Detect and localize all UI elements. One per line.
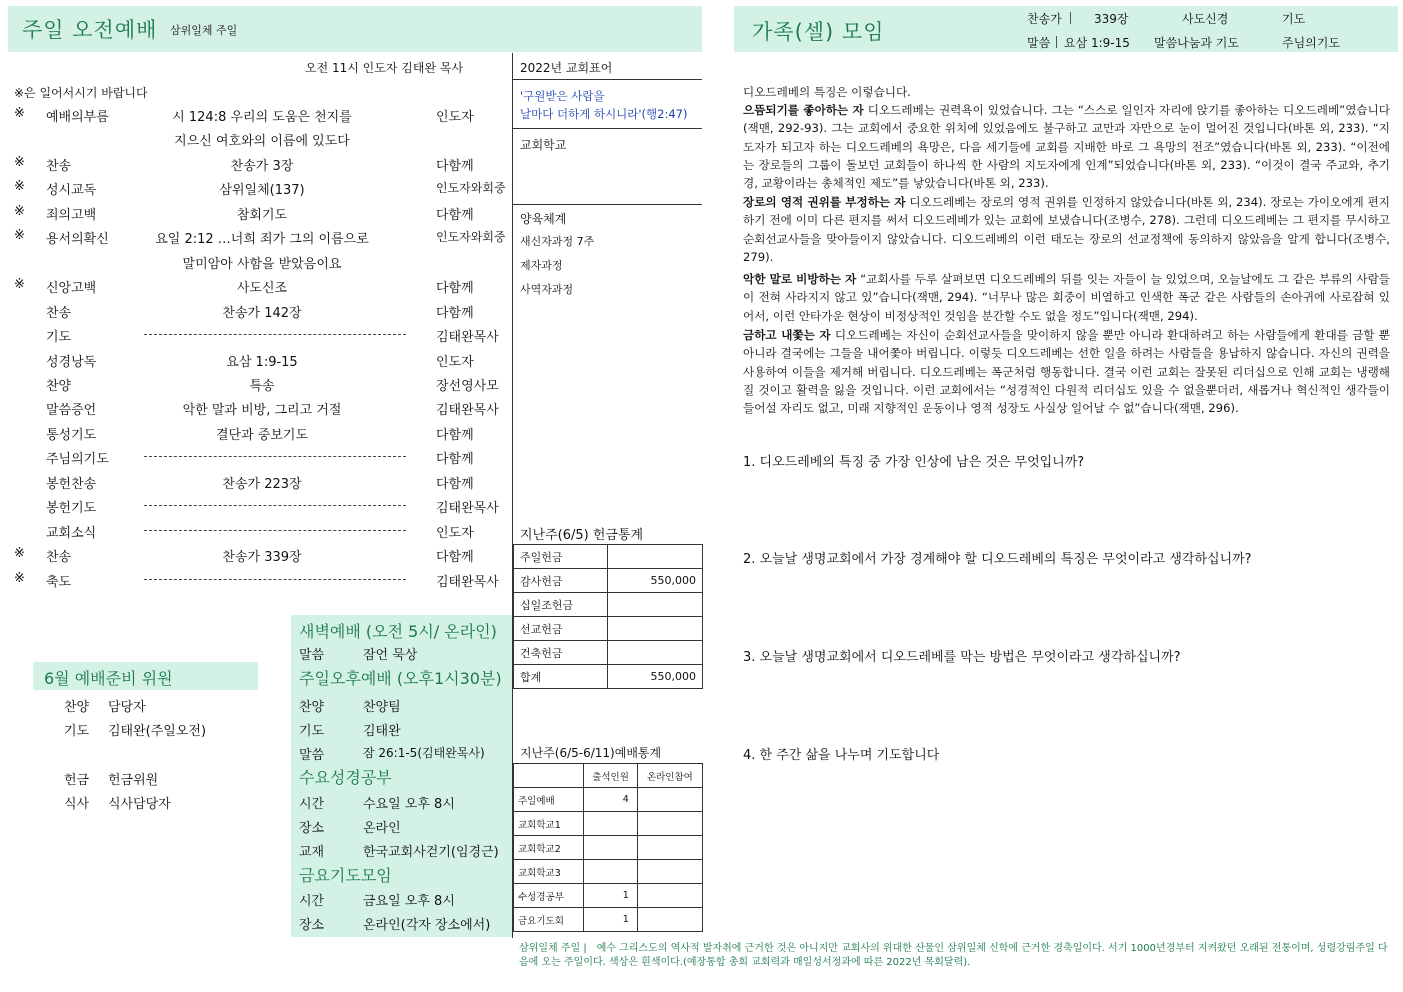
attendance-name: 주일예배 (514, 788, 584, 812)
order-row (0, 372, 512, 396)
committee-role: 헌금 (64, 773, 90, 788)
dashed-leader (144, 456, 406, 457)
offering-row (514, 545, 703, 569)
stand-mark: ※ (14, 546, 25, 562)
dashed-leader (144, 505, 406, 506)
order-leader: 인도자 (436, 354, 474, 370)
offering-name: 선교헌금 (514, 617, 608, 641)
order-label: 주님의기도 (46, 452, 109, 468)
study-heading-3: 악한 말로 비방하는 자 (743, 272, 857, 286)
training-item: 제자과정 (520, 259, 563, 272)
order-row (0, 348, 512, 372)
order-leader: 장선영사모 (436, 378, 499, 394)
wednesday-key: 교재 (299, 845, 325, 860)
cell-hymn-sep (1070, 12, 1071, 24)
order-content: 지으신 여호와의 이름에 있도다 (174, 134, 350, 150)
order-label: 봉헌찬송 (46, 476, 97, 492)
school-title: 교회학교 (520, 138, 567, 152)
attendance-header: 온라인참여 (637, 764, 702, 788)
order-leader: 인도자 (436, 110, 474, 125)
attendance-name: 수성경공부 (514, 884, 584, 908)
order-label: 통성기도 (46, 427, 97, 443)
order-row (0, 568, 512, 592)
stand-mark: ※ (14, 154, 25, 170)
order-row (0, 396, 512, 420)
order-row (0, 274, 512, 298)
stand-note: ※은 일어서시기 바랍니다 (14, 86, 148, 100)
order-content: 말미암아 사함을 받았음이요 (182, 256, 342, 272)
footer-note (519, 942, 1391, 970)
dashed-leader (144, 334, 406, 335)
order-content: 특송 (249, 378, 275, 394)
study-paragraph-1 (743, 101, 1390, 192)
order-leader: 인도자와회중 (436, 181, 506, 196)
motto-line2: 날마다 더하게 하시니라'(행2:47) (520, 107, 688, 121)
cell-word-label: 말씀 (1027, 36, 1051, 50)
order-label: 기도 (46, 330, 72, 346)
attendance-row (514, 788, 703, 812)
order-leader: 다함께 (436, 550, 474, 566)
cell-word-sep (1056, 36, 1057, 48)
offering-amount (608, 545, 703, 569)
dawn-value: 잠언 묵상 (363, 648, 418, 663)
order-row (0, 421, 512, 445)
attendance-count: 4 (584, 788, 637, 812)
question-2: 2. 오늘날 생명교회에서 가장 경계해야 할 디오드레베의 특징은 무엇이라고 생각하십니까? (743, 552, 1252, 567)
order-content: 결단과 중보기도 (215, 427, 309, 443)
footer-text: 예수 그리스도의 역사적 발자취에 근거한 것은 아니지만 교회사의 위대한 산물인 삼위일체 신학에 근거한 경축일이다. 서기 1000년경부터 지켜왔던 오래된 전통이며, 성령강림주일 다음에 오는 주일이다. 색상은 흰색이다.(예장통합 총회 교회력과 매일성서정과에 따른 2022년 목회달력). (519, 943, 1388, 968)
dashed-leader (144, 530, 406, 531)
attendance-row (514, 836, 703, 860)
order-label: 찬송 (46, 158, 72, 174)
study-text-1: 디오드레베는 권력욕이 있었습니다. 그는 “스스로 일인자 자리에 앉기를 좋아하는 디오드레베”였습니다(잭맨, 292-93). 그는 교회에서 중요한 위치에 있었음에도 불구하고 교만과 자만으로 눈이 멀어진 것입니다(바톤 외, 233). “지도자가 되고자 하는 디오드레베의 욕망은, 다음 세기들에 교회를 지배한 바로 그 욕망의 전조”였습니다(바톤 외, 233). “이전에는 장로들의 그룹이 돌보던 교회들이 하나씩 한 사람의 지도자에게 인계”되었습니다(바톤 외, 233). “이것이 결국 주교와, 추기경, 교황이라는 총체적인 제도”를 낳았습니다(바톤 외, 233). (743, 103, 1390, 191)
other-services-panel (291, 615, 512, 937)
order-content: 찬송가 142장 (222, 305, 302, 321)
committee-who: 담당자 (108, 700, 146, 715)
offering-name: 주일헌금 (514, 545, 608, 569)
order-leader: 다함께 (436, 452, 474, 468)
order-row (0, 299, 512, 323)
cell-hymn-label: 찬송가 (1027, 12, 1062, 26)
cell-lords-prayer: 주님의기도 (1282, 36, 1340, 50)
committee-title: 6월 예배준비 위원 (44, 669, 173, 688)
offering-name: 감사헌금 (514, 569, 608, 593)
dawn-key: 말씀 (299, 648, 325, 663)
attendance-row (514, 812, 703, 836)
order-row (0, 543, 512, 567)
cell-sharing: 말씀나눔과 기도 (1154, 36, 1239, 50)
attendance-row (514, 908, 703, 932)
study-text-2: 디오드레베는 장로의 영적 권위를 인정하지 않았습니다(바톤 외, 234). 장로는 가이오에게 편지하기 전에 이미 다른 편지를 써서 디오드레베가 있는 교회에 보냈습니다(조병수, 278). 그런데 디오드레베는 그 편지를 무시하고 순회선교사들을 맞아들이지 않았습니다. 디오드레베의 이런 태도는 장로의 선교정책에 동의하지 않았음을 알게 합니다(조병수, 279). (743, 195, 1390, 264)
order-leader: 다함께 (436, 427, 474, 443)
afternoon-value: 김태완 (363, 724, 401, 739)
stand-mark: ※ (14, 228, 25, 244)
order-label: 신앙고백 (46, 281, 97, 297)
order-leader: 김태완목사 (436, 574, 499, 590)
question-3: 3. 오늘날 생명교회에서 디오드레베를 막는 방법은 무엇이라고 생각하십니까? (743, 650, 1181, 665)
order-content: 사도신조 (236, 281, 288, 297)
offering-amount (608, 617, 703, 641)
order-label: 성경낭독 (46, 354, 97, 370)
afternoon-key: 찬양 (299, 700, 325, 715)
page-title: 주일 오전예배 (22, 18, 158, 42)
study-paragraph-4 (743, 326, 1390, 417)
page-subtitle: 삼위일체 주일 (170, 24, 238, 37)
study-paragraph-3 (743, 270, 1390, 325)
friday-value: 온라인(각자 장소에서) (363, 918, 491, 933)
order-row (0, 250, 512, 274)
order-content: 시 124:8 우리의 도움은 천지를 (172, 110, 352, 125)
attendance-header: 출석인원 (584, 764, 637, 788)
dawn-title: 새벽예배 (오전 5시/ 온라인) (299, 622, 497, 641)
footer-label: 삼위일체 주일 | (519, 943, 587, 954)
attendance-count: 1 (584, 884, 637, 908)
cell-word-value: 요삼 1:9-15 (1064, 36, 1130, 50)
attendance-online (637, 860, 702, 884)
attendance-count (584, 860, 637, 884)
training-item: 사역자과정 (520, 283, 574, 296)
order-content: 요일 2:12 …너희 죄가 그의 이름으로 (155, 232, 369, 248)
study-intro: 디오드레베의 특징은 이렇습니다. (743, 85, 911, 99)
offering-name: 십일조헌금 (514, 593, 608, 617)
study-heading-4: 금하고 내쫓는 자 (743, 328, 831, 342)
attendance-count: 1 (584, 908, 637, 932)
service-info: 오전 11시 인도자 김태완 목사 (305, 61, 464, 75)
order-label: 찬송 (46, 305, 72, 321)
offering-row (514, 641, 703, 665)
wednesday-title: 수요성경공부 (299, 768, 392, 787)
order-content: 찬송가 339장 (222, 550, 302, 566)
order-row (0, 519, 512, 543)
order-label: 축도 (46, 574, 72, 590)
attendance-header-row (514, 764, 703, 788)
attendance-online (637, 884, 702, 908)
committee-who: 김태완(주일오전) (108, 724, 207, 739)
question-1: 1. 디오드레베의 특징 중 가장 인상에 남은 것은 무엇입니까? (743, 455, 1085, 470)
order-label: 봉헌기도 (46, 501, 97, 517)
wednesday-key: 시간 (299, 797, 325, 812)
order-content: 악한 말과 비방, 그리고 거절 (182, 403, 342, 419)
offering-name: 합계 (514, 665, 608, 689)
cell-title: 가족(셀) 모임 (752, 20, 885, 44)
attendance-count (584, 812, 637, 836)
committee-who: 식사담당자 (108, 797, 171, 812)
offering-row (514, 593, 703, 617)
cell-prayer: 기도 (1282, 12, 1306, 26)
offering-amount: 550,000 (608, 569, 703, 593)
order-row (0, 323, 512, 347)
order-leader: 김태완목사 (436, 501, 499, 517)
offering-table (513, 544, 703, 689)
afternoon-value: 잠 26:1-5(김태완목사) (363, 746, 485, 760)
attendance-row (514, 860, 703, 884)
attendance-online (637, 908, 702, 932)
offering-amount (608, 641, 703, 665)
attendance-name: 금요기도회 (514, 908, 584, 932)
attendance-row (514, 884, 703, 908)
order-label: 죄의고백 (46, 207, 97, 223)
friday-key: 장소 (299, 918, 325, 933)
motto-line1: '구원받은 사람을 (520, 89, 605, 103)
order-content: 찬송가 3장 (230, 158, 294, 174)
cell-hymn-value: 339장 (1094, 12, 1129, 26)
offering-amount (608, 593, 703, 617)
afternoon-value: 찬양팀 (363, 700, 401, 715)
study-text-3: “교회사를 두루 살펴보면 디오드레베의 뒤를 잇는 자들이 늘 있었으며, 오늘날에도 그 같은 부류의 사람들이 전혀 사라지지 않고 있”습니다(잭맨, 294). “너무나 많은 회중이 비열하고 인색한 폭군 같은 사람들의 손아귀에 사로잡혀 있어서, 이런 안타가운 현상이 비정상적인 것임을 분간할 수도 없을 정도”입니다(잭맨, 294). (743, 272, 1391, 323)
order-leader: 김태완목사 (436, 330, 499, 346)
offering-title: 지난주(6/5) 헌금통계 (520, 528, 644, 543)
order-content: 찬송가 223장 (222, 476, 302, 492)
order-content: 요삼 1:9-15 (226, 354, 298, 370)
order-row (0, 127, 512, 151)
order-leader: 다함께 (436, 158, 474, 174)
afternoon-key: 기도 (299, 724, 325, 739)
order-row (0, 494, 512, 518)
offering-row (514, 617, 703, 641)
attendance-online (637, 788, 702, 812)
order-row (0, 445, 512, 469)
offering-name: 건축헌금 (514, 641, 608, 665)
study-text-4: 디오드레베는 자신이 순회선교사들을 맞이하지 않을 뿐만 아니라 환대하려고 하는 사람들에게 환대를 금할 뿐 아니라 결국에는 그들을 내어쫓아 버립니다. 이렇듯 디오드레베는 선한 일을 하려는 사람들을 용납하지 않습니다. 자신의 권력을 사용하여 이들을 제거해 버립니다. 디오드레베는 폭군처럼 행동합니다. 결국 이런 교회는 잘못된 리더십으로 인해 교회는 냉랭해질 것이고 활력을 잃을 것입니다. 이런 교회에서는 “성경적인 다원적 리더십도 있을 수 없을뿐더러, 새롭거나 혁신적인 생각들이 들어설 자리도 없고, 미래 지향적인 운동이나 영적 성장도 사실상 일어날 수 없”습니다(잭맨, 296). (743, 328, 1390, 416)
attendance-count (584, 836, 637, 860)
committee-role: 찬양 (64, 700, 90, 715)
order-label: 찬양 (46, 378, 72, 394)
wednesday-value: 수요일 오후 8시 (363, 797, 455, 812)
dashed-leader (144, 579, 406, 580)
order-label: 용서의확신 (46, 232, 109, 248)
wednesday-value: 온라인 (363, 821, 401, 836)
attendance-name: 교회학교1 (514, 812, 584, 836)
offering-row (514, 569, 703, 593)
study-heading-1: 으뜸되기를 좋아하는 자 (743, 103, 864, 117)
stand-mark: ※ (14, 570, 25, 586)
afternoon-title: 주일오후예배 (오후1시30분) (299, 669, 502, 688)
motto-title: 2022년 교회표어 (520, 61, 613, 75)
attendance-header (514, 764, 584, 788)
offering-row (514, 665, 703, 689)
attendance-name: 교회학교2 (514, 836, 584, 860)
attendance-online (637, 836, 702, 860)
committee-role: 기도 (64, 724, 90, 739)
order-row (0, 152, 512, 176)
attendance-table (513, 763, 703, 932)
attendance-name: 교회학교3 (514, 860, 584, 884)
attendance-online (637, 812, 702, 836)
committee-role: 식사 (64, 797, 90, 812)
stand-mark: ※ (14, 203, 25, 219)
order-leader: 김태완목사 (436, 403, 499, 419)
wednesday-value: 한국교회사걷기(임경근) (363, 845, 499, 860)
order-row (0, 176, 512, 200)
training-item: 새신자과정 7주 (520, 235, 595, 248)
offering-amount: 550,000 (608, 665, 703, 689)
wednesday-key: 장소 (299, 821, 325, 836)
order-label: 말씀증언 (46, 403, 97, 419)
order-label: 예배의부름 (46, 110, 109, 125)
friday-title: 금요기도모임 (299, 866, 392, 885)
friday-value: 금요일 오후 8시 (363, 894, 455, 909)
stand-mark: ※ (14, 179, 25, 195)
order-content: 삼위일체(137) (219, 183, 305, 199)
order-leader: 인도자와회중 (436, 230, 506, 245)
order-label: 찬송 (46, 550, 72, 566)
order-leader: 다함께 (436, 281, 474, 297)
afternoon-key: 말씀 (299, 748, 325, 763)
order-leader: 다함께 (436, 476, 474, 492)
order-label: 성시교독 (46, 183, 97, 199)
stand-mark: ※ (14, 106, 25, 121)
study-paragraph-2 (743, 193, 1390, 266)
order-row (0, 225, 512, 249)
order-row (0, 201, 512, 225)
study-heading-2: 장로의 영적 권위를 부정하는 자 (743, 195, 906, 209)
order-leader: 다함께 (436, 207, 474, 223)
attendance-title: 지난주(6/5-6/11)예배통계 (520, 746, 662, 760)
question-4: 4. 한 주간 삶을 나누며 기도합니다 (743, 748, 940, 763)
cell-creed: 사도신경 (1182, 12, 1229, 26)
committee-who: 헌금위원 (108, 773, 159, 788)
order-leader: 인도자 (436, 525, 474, 541)
order-leader: 다함께 (436, 305, 474, 321)
order-row (0, 103, 512, 127)
stand-mark: ※ (14, 277, 25, 293)
friday-key: 시간 (299, 894, 325, 909)
training-title: 양육체계 (520, 212, 567, 226)
order-row (0, 470, 512, 494)
order-label: 교회소식 (46, 525, 97, 541)
order-content: 참회기도 (236, 207, 288, 223)
